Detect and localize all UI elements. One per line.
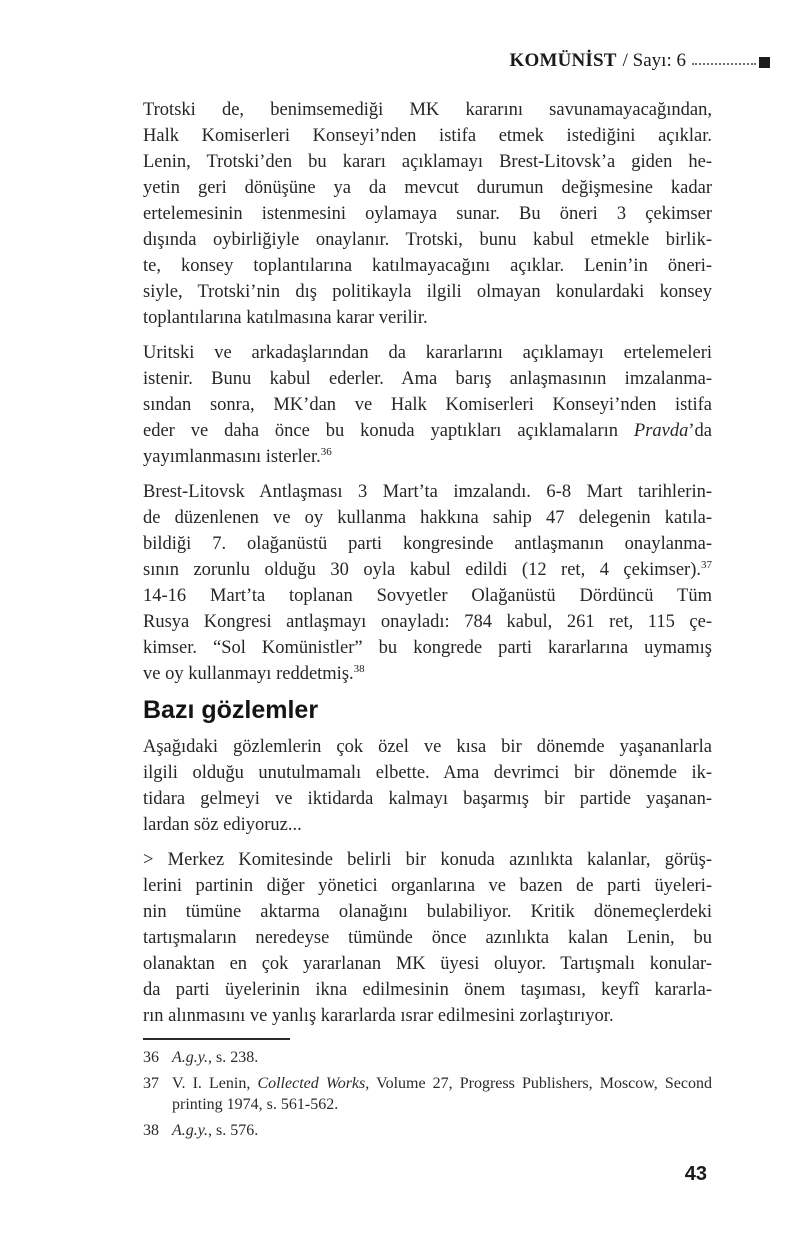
text-line: istenir. Bunu kabul ederler. Ama barış anlaşmasının imzalanma- bbox=[143, 369, 712, 389]
text-line: bildiği 7. olağanüstü parti kongresinde antlaşmanın onaylanma- bbox=[143, 534, 712, 554]
text-line: nin tümüne aktarma olanağını bulabiliyor. Kritik dönemeçlerdeki bbox=[143, 902, 712, 922]
text-line: siyle, Trotski’nin dış politikayla ilgili olmayan konulardaki konsey bbox=[143, 282, 712, 302]
footnotes bbox=[143, 1047, 712, 1141]
paragraph bbox=[143, 479, 712, 687]
text-line: Aşağıdaki gözlemlerin çok özel ve kısa bir dönemde yaşananlarla bbox=[143, 737, 712, 757]
footnote-number: 37 bbox=[143, 1075, 159, 1092]
text-line: Lenin, Trotski’den bu kararı açıklamayı Brest-Litovsk’a giden he- bbox=[143, 152, 712, 172]
section-heading: Bazı gözlemler bbox=[143, 696, 319, 724]
text-line: Uritski ve arkadaşlarından da kararlarını açıklamayı ertelemeleri bbox=[143, 343, 712, 363]
text-line: > Merkez Komitesinde belirli bir konuda azınlıkta kalanlar, görüş- bbox=[143, 850, 712, 870]
footnote-number: 36 bbox=[143, 1049, 159, 1066]
footnote-text bbox=[172, 1073, 712, 1115]
running-header bbox=[509, 50, 770, 72]
text-line: toplantılarına katılmasına karar verilir. bbox=[143, 308, 428, 328]
footnote bbox=[143, 1073, 712, 1115]
footnote-separator bbox=[143, 1038, 290, 1040]
text-line: de düzenlenen ve oy kullanma hakkına sahip 47 delegenin katıla- bbox=[143, 508, 712, 528]
text-line: da parti üyelerinin ikna edilmesinin önem taşıması, keyfî kararla- bbox=[143, 980, 712, 1000]
text-line: ilgili olduğu unutulmamalı elbette. Ama devrimci bir dönemde ik- bbox=[143, 763, 712, 783]
text-line: eder ve daha önce bu konuda yaptıkları açıklamaların Pravda’da bbox=[143, 421, 712, 441]
footnote bbox=[143, 1047, 712, 1068]
footnote-block bbox=[143, 1038, 712, 1141]
text-line: sından sonra, MK’dan ve Halk Komiserleri Konseyi’nden istifa bbox=[143, 395, 712, 415]
text-line: tartışmaların neredeyse tümünde önce azınlıkta kalan Lenin, bu bbox=[143, 928, 712, 948]
journal-title: KOMÜNİST bbox=[509, 50, 617, 71]
text-line: Trotski de, benimsemediği MK kararını savunamayacağından, bbox=[143, 100, 712, 120]
paragraph bbox=[143, 340, 712, 470]
footnote-line: A.g.y., s. 576. bbox=[172, 1122, 259, 1139]
text-line: sının zorunlu olduğu 30 oyla kabul edildi (12 ret, 4 çekimser).$^{37}$ bbox=[143, 558, 712, 580]
footnote-line: A.g.y., s. 238. bbox=[172, 1049, 259, 1066]
text-line: Brest-Litovsk Antlaşması 3 Mart’ta imzalandı. 6-8 Mart tarihlerin- bbox=[143, 482, 712, 502]
text-line: kimser. “Sol Komünistler” bu kongrede parti kararlarına uymamış bbox=[143, 638, 712, 658]
text-line: Rusya Kongresi antlaşmayı onayladı: 784 kabul, 261 ret, 115 çe- bbox=[143, 612, 712, 632]
text-line: 14-16 Mart’ta toplanan Sovyetler Olağanüstü Dördüncü Tüm bbox=[143, 586, 712, 606]
text-line: te, konsey toplantılarına katılmayacağını açıklar. Lenin’in öneri- bbox=[143, 256, 712, 276]
paragraphs bbox=[143, 97, 712, 1029]
footnote-line: printing 1974, s. 561-562. bbox=[172, 1096, 339, 1113]
header-square-marker bbox=[759, 57, 770, 68]
text-line: dışında oybirliğiyle onaylanır. Trotski, bunu kabul etmekle birlik- bbox=[143, 230, 712, 250]
footnote-number: 38 bbox=[143, 1122, 159, 1139]
text-line: Halk Komiserleri Konseyi’nden istifa etmek istediğini açıklar. bbox=[143, 126, 712, 146]
paragraph bbox=[143, 847, 712, 1029]
footnote bbox=[143, 1120, 712, 1141]
page-body bbox=[143, 97, 712, 1146]
text-line: tidara gelmeyi ve iktidarda kalmayı başarmış bir partide yaşanan- bbox=[143, 789, 712, 809]
issue-label: / Sayı: 6 bbox=[622, 50, 686, 71]
text-line: yayımlanmasını isterler.$^{36}$ bbox=[143, 445, 332, 467]
paragraph bbox=[143, 97, 712, 331]
text-line: lardan söz ediyoruz... bbox=[143, 815, 302, 835]
text-line: olanaktan en çok yararlanan MK üyesi oluyor. Tartışmalı konular- bbox=[143, 954, 712, 974]
footnote-line: V. I. Lenin, Collected Works, Volume 27, Progress Publishers, Moscow, Second bbox=[172, 1075, 712, 1092]
footnote-text bbox=[172, 1047, 712, 1068]
paragraph bbox=[143, 734, 712, 838]
text-line: ertelemesinin istenmesini oylamaya sunar. Bu öneri 3 çekimser bbox=[143, 204, 712, 224]
text-line: yetin geri dönüşüne ya da mevcut durumun değişmesine kadar bbox=[143, 178, 712, 198]
page-number: 43 bbox=[684, 1163, 707, 1185]
text-line: rın alınmasını ve yanlış kararlarda ısrar edilmesini zorlaştırıyor. bbox=[143, 1006, 614, 1026]
dotted-leader bbox=[692, 63, 756, 65]
text-line: ve oy kullanmayı reddetmiş.$^{38}$ bbox=[143, 662, 365, 684]
footnote-text bbox=[172, 1120, 712, 1141]
text-line: lerini partinin diğer yönetici organlarına ve bazen de parti üyeleri- bbox=[143, 876, 712, 896]
